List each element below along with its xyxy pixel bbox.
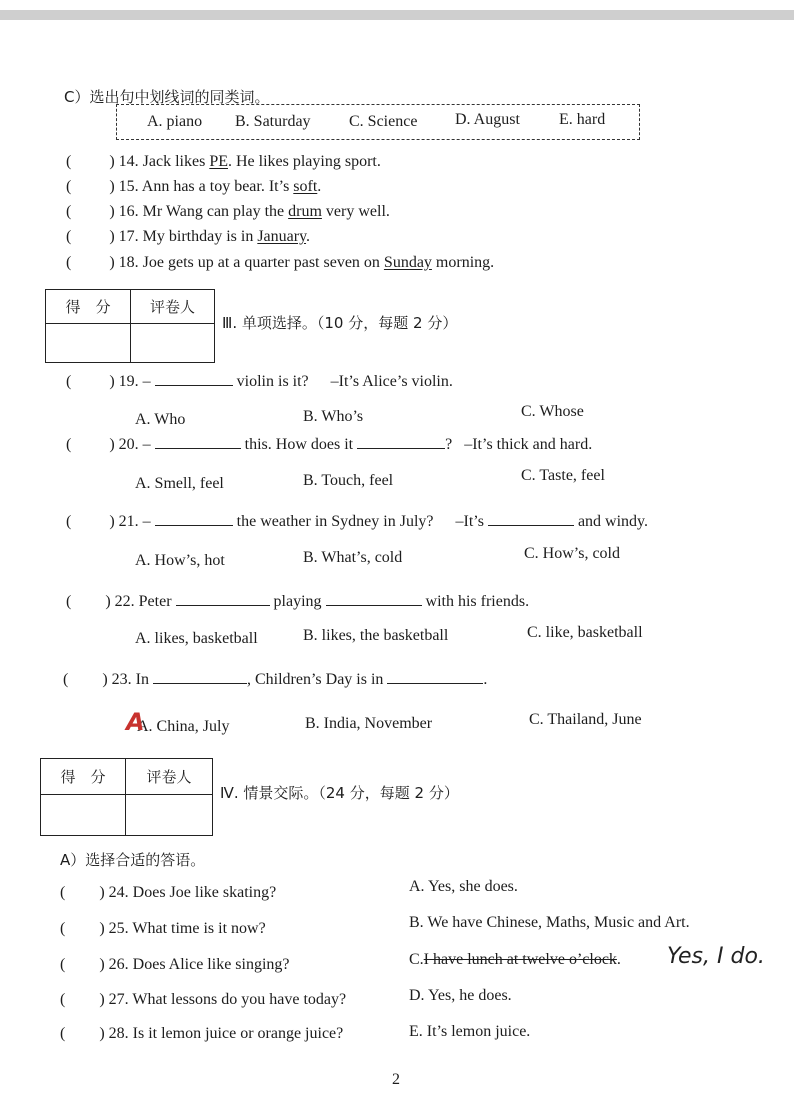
option: C. like, basketball	[527, 624, 643, 641]
list-item: ( ) 14. Jack likes PE. He likes playing sport.	[66, 153, 381, 170]
answer-option: B. We have Chinese, Maths, Music and Art.	[409, 914, 690, 931]
option: A. China, July	[137, 718, 230, 735]
answer-option: C.I have lunch at twelve o’clock.	[409, 951, 621, 968]
word-option: D. August	[455, 111, 520, 128]
section-c-heading: C）选出句中划线词的同类词。	[64, 88, 270, 106]
option: B. What’s, cold	[303, 549, 403, 566]
section-3-heading: Ⅲ. 单项选择。（10 分，每题 2 分）	[222, 314, 458, 332]
score-cell	[46, 324, 131, 363]
word-option: C. Science	[349, 113, 418, 130]
question-23: ( ) 23. In , Children’s Day is in .	[63, 671, 488, 688]
section-4-sub: A）选择合适的答语。	[60, 851, 206, 869]
option: A. Smell, feel	[135, 475, 224, 492]
question-21: ( ) 21. – the weather in Sydney in July? –It’s and windy.	[66, 513, 649, 530]
page-number: 2	[392, 1071, 400, 1088]
option: C. Whose	[521, 403, 584, 420]
handwritten-answer: Yes, I do.	[667, 944, 765, 969]
option: C. Thailand, June	[529, 711, 642, 728]
list-item: ( ) 16. Mr Wang can play the drum very well.	[66, 203, 390, 220]
scan-top-border	[0, 10, 794, 20]
grader-cell	[131, 324, 215, 363]
list-item: ( ) 17. My birthday is in January.	[66, 228, 311, 245]
list-item: ( ) 25. What time is it now?	[60, 920, 266, 937]
option: B. Who’s	[303, 408, 364, 425]
question-19: ( ) 19. – violin is it? –It’s Alice’s violin.	[66, 373, 453, 390]
question-20: ( ) 20. – this. How does it ? –It’s thick and hard.	[66, 436, 593, 453]
red-answer-mark: A	[126, 708, 145, 736]
option: A. Who	[135, 411, 186, 428]
grader-label: 评卷人	[126, 759, 213, 795]
list-item: ( ) 15. Ann has a toy bear. It’s soft.	[66, 178, 322, 195]
word-box	[116, 104, 640, 140]
option: C. How’s, cold	[524, 545, 620, 562]
score-label: 得 分	[46, 290, 131, 324]
option: A. How’s, hot	[135, 552, 225, 569]
question-22: ( ) 22. Peter playing with his friends.	[66, 593, 530, 610]
option: C. Taste, feel	[521, 467, 605, 484]
option: B. Touch, feel	[303, 472, 394, 489]
list-item: ( ) 26. Does Alice like singing?	[60, 956, 290, 973]
score-box	[40, 758, 213, 836]
score-box	[45, 289, 215, 363]
score-label: 得 分	[41, 759, 126, 795]
option: B. India, November	[305, 715, 433, 732]
answer-option: E. It’s lemon juice.	[409, 1023, 531, 1040]
score-cell	[41, 795, 126, 836]
word-option: A. piano	[147, 113, 203, 130]
option: B. likes, the basketball	[303, 627, 449, 644]
word-option: B. Saturday	[235, 113, 311, 130]
list-item: ( ) 18. Joe gets up at a quarter past seven on Sunday morning.	[66, 254, 495, 271]
word-option: E. hard	[559, 111, 606, 128]
struck-text: I have lunch at twelve o’clock	[423, 951, 617, 968]
option: A. likes, basketball	[135, 630, 258, 647]
grader-cell	[126, 795, 213, 836]
grader-label: 评卷人	[131, 290, 215, 324]
list-item: ( ) 27. What lessons do you have today?	[60, 991, 347, 1008]
answer-option: A. Yes, she does.	[409, 878, 518, 895]
answer-option: D. Yes, he does.	[409, 987, 512, 1004]
section-4-heading: Ⅳ. 情景交际。（24 分，每题 2 分）	[220, 784, 459, 802]
list-item: ( ) 28. Is it lemon juice or orange juice?	[60, 1025, 344, 1042]
list-item: ( ) 24. Does Joe like skating?	[60, 884, 277, 901]
